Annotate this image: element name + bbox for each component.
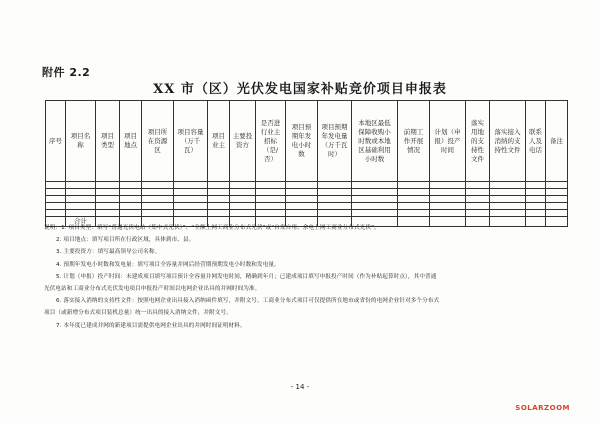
header-cell: 备注 (546, 101, 568, 182)
empty-cell (398, 203, 430, 210)
empty-cell (256, 210, 286, 217)
empty-cell (430, 182, 466, 189)
empty-cell (120, 189, 142, 196)
empty-cell (430, 196, 466, 203)
empty-cell (490, 182, 526, 189)
empty-cell (66, 210, 96, 217)
empty-cell (66, 196, 96, 203)
header-cell: 计划（申报）投产时间 (430, 101, 466, 182)
empty-cell (286, 189, 318, 196)
page-number: - 14 - (290, 383, 310, 391)
empty-cell (46, 189, 66, 196)
note-line: 5. 计划（申报）投产时间：未建成项目填写项目预计全容量并网发电时间，精确到年月；已建成项目填写申报投产时间（作为补贴起算时点），其中普通 (56, 273, 437, 280)
table-row (46, 203, 568, 210)
empty-cell (546, 189, 568, 196)
empty-cell (546, 210, 568, 217)
empty-cell (230, 210, 256, 217)
empty-cell (352, 182, 398, 189)
header-cell: 项目名称 (66, 101, 96, 182)
empty-cell (120, 203, 142, 210)
table-row (46, 196, 568, 203)
header-cell: 项目类型 (96, 101, 120, 182)
empty-cell (96, 189, 120, 196)
empty-cell (398, 182, 430, 189)
table-row (46, 210, 568, 217)
empty-cell (318, 210, 352, 217)
instructions (44, 222, 564, 332)
empty-cell (46, 196, 66, 203)
empty-cell (46, 210, 66, 217)
total-label: 合计 (66, 217, 96, 227)
empty-cell (352, 189, 398, 196)
header-cell: 项目所在资源区 (142, 101, 174, 182)
header-cell: 主要投资方 (230, 101, 256, 182)
empty-cell (430, 203, 466, 210)
empty-cell (256, 189, 286, 196)
header-cell: 项目预期年发电量（万千瓦时） (318, 101, 352, 182)
empty-cell (352, 210, 398, 217)
empty-cell (398, 196, 430, 203)
note-line: 6. 落实接入消纳的支持性文件：按照电网企业出具接入消纳函件填写，并附文号。工商业分布式项目可仅提供所在地市或省份的电网企业针对多个分布式 (56, 298, 440, 305)
empty-cell (208, 210, 230, 217)
empty-cell (546, 196, 568, 203)
empty-cell (318, 189, 352, 196)
empty-cell (546, 182, 568, 189)
empty-cell (466, 189, 490, 196)
empty-cell (318, 196, 352, 203)
empty-cell (526, 196, 546, 203)
header-cell: 是否进行业主招标（是/否） (256, 101, 286, 182)
table-row (46, 182, 568, 189)
application-form-table (45, 100, 568, 227)
empty-cell (46, 182, 66, 189)
header-cell: 联系人及电话 (526, 101, 546, 182)
empty-cell (318, 182, 352, 189)
empty-cell (120, 196, 142, 203)
empty-cell (142, 189, 174, 196)
empty-cell (286, 196, 318, 203)
empty-cell (120, 210, 142, 217)
note-line: 光伏电站和工商业分布式光伏发电项目申报投产时间以电网企业出具的并网时间为准。 (44, 286, 261, 293)
empty-cell (142, 203, 174, 210)
empty-cell (286, 182, 318, 189)
note-line: 说明：1. 项目类型：填写“普通光伏电站（集中式光伏）”、“全额上网工商业分布式光伏”或“自发自用、余电上网工商业分布式光伏”。 (44, 225, 380, 231)
watermark-logo: SOLARZOOM (515, 404, 570, 412)
empty-cell (174, 182, 208, 189)
empty-cell (286, 203, 318, 210)
empty-cell (398, 189, 430, 196)
empty-cell (466, 210, 490, 217)
header-cell: 项目业主 (208, 101, 230, 182)
empty-cell (208, 182, 230, 189)
header-cell: 落实接入消纳的支持性文件 (490, 101, 526, 182)
empty-cell (46, 203, 66, 210)
empty-cell (490, 196, 526, 203)
empty-cell (230, 189, 256, 196)
empty-cell (526, 210, 546, 217)
empty-cell (430, 210, 466, 217)
empty-cell (352, 203, 398, 210)
empty-cell (490, 189, 526, 196)
note-line: 3. 主要投资方：填写最高领导公司名称。 (56, 249, 161, 256)
empty-cell (142, 182, 174, 189)
empty-cell (96, 182, 120, 189)
empty-cell (208, 189, 230, 196)
empty-cell (230, 182, 256, 189)
empty-cell (174, 203, 208, 210)
header-cell: 本地区最低保障收购小时数或本地区基础利用小时数 (352, 101, 398, 182)
empty-cell (174, 210, 208, 217)
empty-cell (174, 189, 208, 196)
empty-cell (66, 203, 96, 210)
empty-cell (256, 182, 286, 189)
empty-cell (96, 196, 120, 203)
empty-cell (526, 189, 546, 196)
empty-cell (66, 189, 96, 196)
empty-cell (142, 210, 174, 217)
table-header-row (46, 101, 568, 182)
empty-cell (142, 196, 174, 203)
empty-cell (526, 182, 546, 189)
empty-cell (286, 210, 318, 217)
empty-cell (256, 203, 286, 210)
empty-cell (66, 182, 96, 189)
empty-cell (546, 203, 568, 210)
empty-cell (120, 182, 142, 189)
note-line: 4. 预期年发电小时数和发电量：填写项目全容量并网后经营期预期发电小时数和发电量。 (56, 261, 280, 268)
empty-cell (430, 189, 466, 196)
empty-cell (174, 196, 208, 203)
empty-cell (466, 182, 490, 189)
header-cell: 前期工作开展情况 (398, 101, 430, 182)
table-row (46, 189, 568, 196)
empty-cell (466, 196, 490, 203)
empty-cell (96, 203, 120, 210)
empty-cell (208, 196, 230, 203)
header-cell: 项目预期年发电小时数 (286, 101, 318, 182)
note-line: 项目（或新增分布式项目装机总量）统一出具的接入消纳文件，并附文号。 (44, 310, 232, 317)
empty-cell (466, 203, 490, 210)
header-cell: 项目地点 (120, 101, 142, 182)
empty-cell (230, 196, 256, 203)
attachment-label: 附件 2.2 (42, 66, 91, 79)
empty-cell (526, 203, 546, 210)
empty-cell (96, 210, 120, 217)
table-body (46, 182, 568, 227)
empty-cell (352, 196, 398, 203)
empty-cell (256, 196, 286, 203)
empty-cell (318, 203, 352, 210)
empty-cell (208, 203, 230, 210)
empty-cell (398, 210, 430, 217)
header-cell: 项目容量（万千瓦） (174, 101, 208, 182)
note-line: 2. 项目地点：填写项目所在行政区域，具体到市、县。 (56, 237, 195, 244)
empty-cell (490, 210, 526, 217)
header-cell: 序号 (46, 101, 66, 182)
header-cell: 落实用地的支持性文件 (466, 101, 490, 182)
empty-cell (490, 203, 526, 210)
empty-cell (230, 203, 256, 210)
note-line: 7. 本年度已建成并网的新建项目需提供电网企业出具的并网时间证明材料。 (56, 322, 246, 329)
page-title: XX 市（区）光伏发电国家补贴竞价项目申报表 (153, 82, 447, 97)
